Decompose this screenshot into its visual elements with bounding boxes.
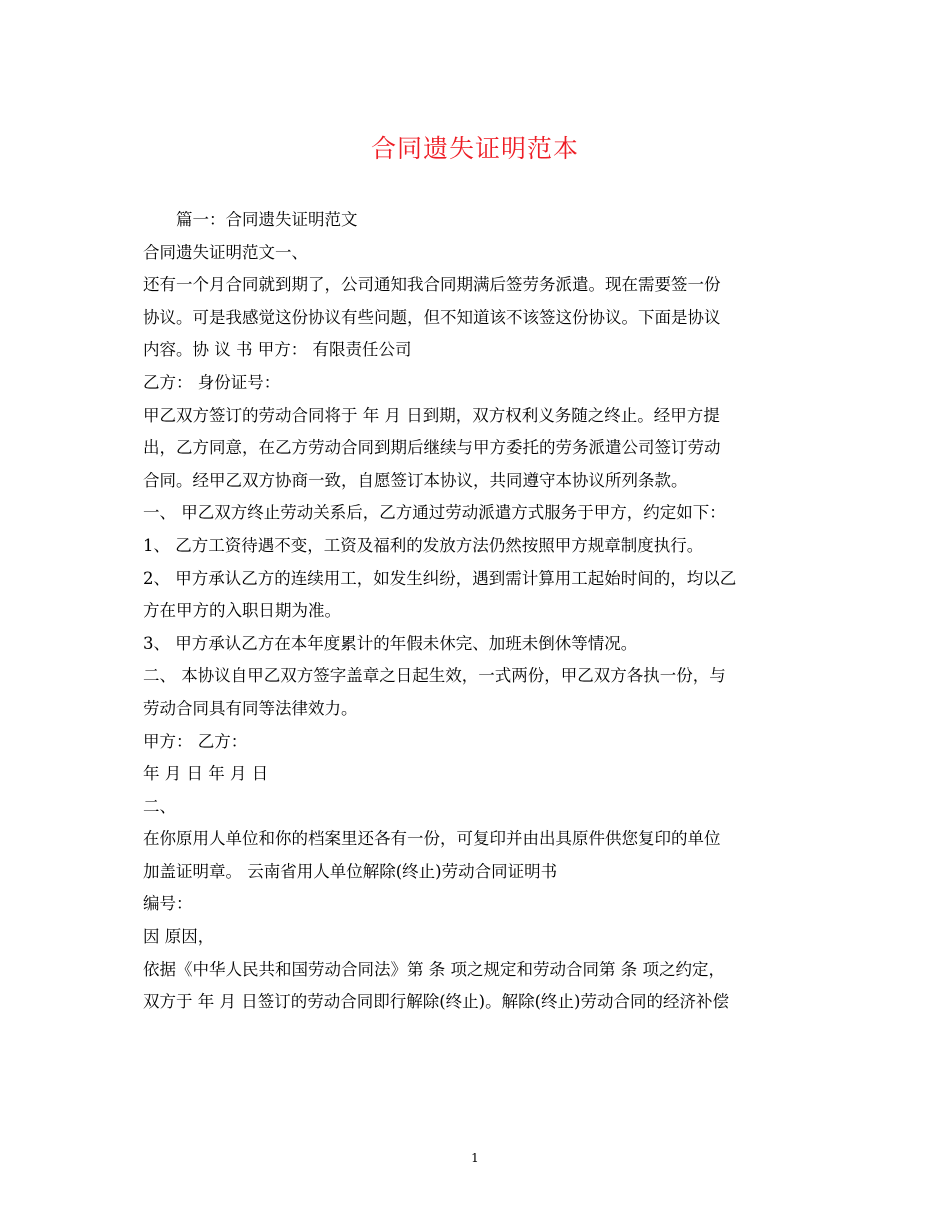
paragraph-line: 年 月 日 年 月 日 xyxy=(143,764,269,784)
paragraph-line: 协议。可是我感觉这份协议有些问题，但不知道该不该签这份协议。下面是协议 xyxy=(143,307,721,327)
paragraph-line: 因 原因， xyxy=(143,927,215,947)
paragraph-line: 甲方： 乙方： xyxy=(143,731,248,751)
paragraph-line: 依据《中华人民共和国劳动合同法》第 条 项之规定和劳动合同第 条 项之约定， xyxy=(143,959,725,979)
paragraph-line: 甲乙双方签订的劳动合同将于 年 月 日到期，双方权利义务随之终止。经甲方提 xyxy=(143,405,720,425)
paragraph-line: 一、 甲乙双方终止劳动关系后，乙方通过劳动派遣方式服务于甲方，约定如下： xyxy=(143,503,726,523)
document-body xyxy=(143,204,815,1019)
paragraph-line: 加盖证明章。 云南省用人单位解除(终止)劳动合同证明书 xyxy=(143,861,558,881)
paragraph-line: 方在甲方的入职日期为准。 xyxy=(143,601,341,621)
paragraph-line: 3、 甲方承认乙方在本年度累计的年假未休完、加班未倒休等情况。 xyxy=(143,633,638,653)
paragraph-line: 双方于 年 月 日签订的劳动合同即行解除(终止)。解除(终止)劳动合同的经济补偿 xyxy=(143,992,729,1012)
paragraph-line: 合同遗失证明范文一、 xyxy=(143,242,308,262)
paragraph-line: 还有一个月合同就到期了，公司通知我合同期满后签劳务派遣。现在需要签一份 xyxy=(143,275,721,295)
paragraph-line: 在你原用人单位和你的档案里还各有一份，可复印并由出具原件供您复印的单位 xyxy=(143,829,721,849)
paragraph-line: 二、 本协议自甲乙双方签字盖章之日起生效，一式两份，甲乙双方各执一份，与 xyxy=(143,666,726,686)
paragraph-line: 劳动合同具有同等法律效力。 xyxy=(143,698,358,718)
paragraph-line: 出，乙方同意，在乙方劳动合同到期后继续与甲方委托的劳务派遣公司签订劳动 xyxy=(143,438,721,458)
paragraph-line: 2、 甲方承认乙方的连续用工，如发生纠纷，遇到需计算用工起始时间的，均以乙 xyxy=(143,568,737,588)
paragraph-line: 乙方： 身份证号： xyxy=(143,372,281,392)
page-number: 1 xyxy=(471,1151,479,1165)
paragraph-line: 篇一：合同遗失证明范文 xyxy=(176,210,358,229)
paragraph-line: 合同。经甲乙双方协商一致，自愿签订本协议，共同遵守本协议所列条款。 xyxy=(143,470,688,490)
paragraph-line: 编号： xyxy=(143,894,193,914)
paragraph-line: 二、 xyxy=(143,796,176,816)
paragraph-line: 内容。协 议 书 甲方： 有限责任公司 xyxy=(143,340,412,360)
document-title: 合同遗失证明范本 xyxy=(370,134,579,163)
paragraph-line: 1、 乙方工资待遇不变，工资及福利的发放方法仍然按照甲方规章制度执行。 xyxy=(143,535,704,555)
